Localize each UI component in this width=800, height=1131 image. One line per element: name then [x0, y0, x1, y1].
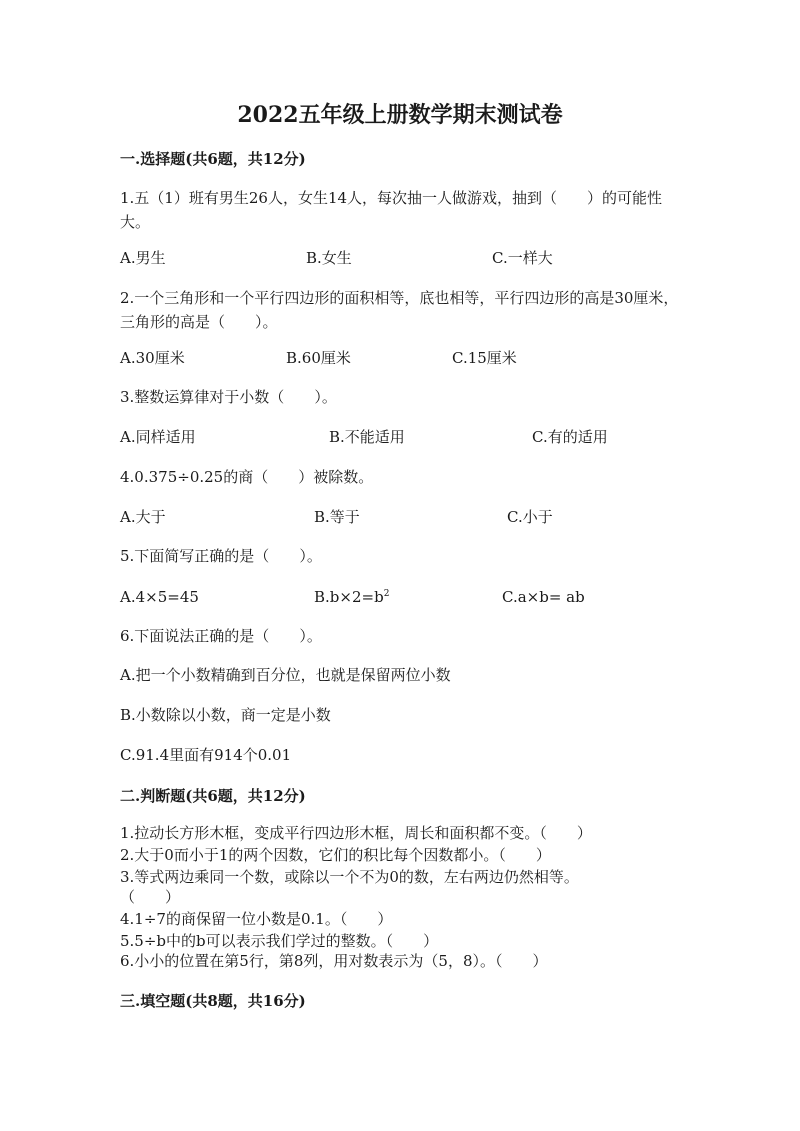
- option-b: B.女生: [306, 249, 352, 267]
- section-heading-fill-blank: 三.填空题(共8题，共16分): [120, 992, 306, 1010]
- question-3-options: [120, 426, 680, 448]
- question-4-stem: 4.0.375÷0.25的商（ ）被除数。: [120, 468, 374, 486]
- judgment-item-3: 3.等式两边乘同一个数，或除以一个不为0的数，左右两边仍然相等。: [120, 868, 579, 886]
- question-6-option-b: B.小数除以小数，商一定是小数: [120, 706, 331, 724]
- option-a: A.30厘米: [120, 349, 185, 367]
- judgment-item-4: 4.1÷7的商保留一位小数是0.1。（ ）: [120, 910, 393, 928]
- question-6-option-a: A.把一个小数精确到百分位，也就是保留两位小数: [120, 666, 451, 684]
- judgment-item-5: 5.5÷b中的b可以表示我们学过的整数。（ ）: [120, 932, 439, 950]
- option-c: C.一样大: [492, 249, 553, 267]
- question-3-stem: 3.整数运算律对于小数（ ）。: [120, 388, 337, 406]
- question-6-option-c: C.91.4里面有914个0.01: [120, 746, 292, 764]
- question-5-stem: 5.下面简写正确的是（ ）。: [120, 547, 322, 565]
- question-2-options: [120, 347, 680, 369]
- option-a: A.4×5=45: [120, 588, 199, 606]
- question-6-stem: 6.下面说法正确的是（ ）。: [120, 627, 322, 645]
- judgment-item-2: 2.大于0而小于1的两个因数，它们的积比每个因数都小。（ ）: [120, 846, 551, 864]
- question-5-options: [120, 586, 680, 608]
- section-heading-choice: 一.选择题(共6题，共12分): [120, 150, 306, 168]
- question-1-stem: 1.五（1）班有男生26人，女生14人，每次抽一人做游戏，抽到（ ）的可能性大。: [120, 189, 663, 231]
- option-c: C.小于: [507, 508, 553, 526]
- option-b: B.不能适用: [329, 428, 405, 446]
- superscript-exponent: 2: [383, 589, 390, 599]
- question-2-stem: 2.一个三角形和一个平行四边形的面积相等，底也相等，平行四边形的高是30厘米，三角形的高是（ ）。: [120, 289, 679, 331]
- question-4-options: [120, 506, 680, 528]
- option-a: A.同样适用: [120, 428, 196, 446]
- option-b: B.60厘米: [286, 349, 351, 367]
- option-a: A.男生: [120, 249, 166, 267]
- option-c: C.a×b= ab: [502, 588, 585, 606]
- section-heading-judgment: 二.判断题(共6题，共12分): [120, 787, 306, 805]
- option-b: [314, 586, 389, 608]
- page-title: 2022五年级上册数学期末测试卷: [237, 102, 563, 128]
- option-a: A.大于: [120, 508, 166, 526]
- judgment-item-6: 6.小小的位置在第5行，第8列，用对数表示为（5，8）。（ ）: [120, 952, 548, 970]
- judgment-item-1: 1.拉动长方形木框，变成平行四边形木框，周长和面积都不变。（ ）: [120, 824, 592, 842]
- option-c: C.有的适用: [532, 428, 608, 446]
- option-b-text: B.b×2=b: [314, 588, 384, 606]
- option-b: B.等于: [314, 508, 360, 526]
- option-c: C.15厘米: [452, 349, 517, 367]
- judgment-item-3-blank: （ ）: [120, 888, 181, 906]
- question-1-options: [120, 247, 680, 269]
